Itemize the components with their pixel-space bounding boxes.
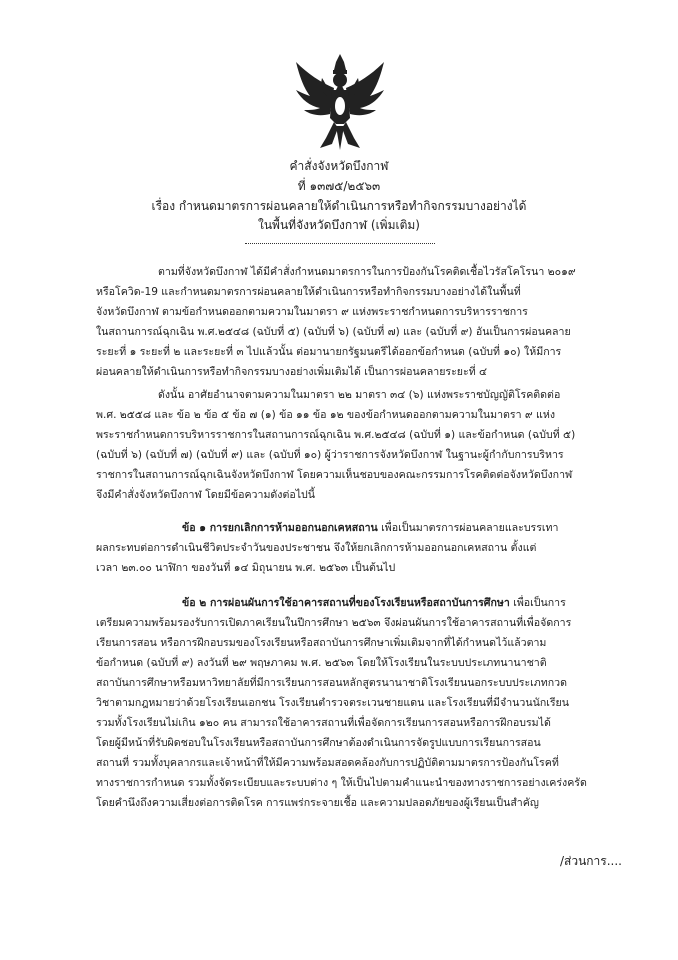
text-line: ข้อกำหนด (ฉบับที่ ๙) ลงวันที่ ๒๙ พฤษภาคม พ.ศ. ๒๕๖๓ โดยให้โรงเรียนในระบบประเภทนานาชาติ	[96, 657, 547, 669]
text-line: วิชาตามกฎหมายว่าด้วยโรงเรียนเอกชน โรงเรียนตำรวจตระเวนชายแดน และโรงเรียนที่มีจำนวนนักเรียน	[96, 697, 570, 709]
text-line: ในสถานการณ์ฉุกเฉิน พ.ศ.๒๕๔๘ (ฉบับที่ ๕) (ฉบับที่ ๖) (ฉบับที่ ๗) และ (ฉบับที่ ๙) อันเป็นการผ่อนคลาย	[96, 326, 571, 338]
garuda-emblem-icon	[290, 52, 390, 152]
text-line: โดยผู้มีหน้าที่รับผิดชอบในโรงเรียนหรือสถาบันการศึกษาต้องดำเนินการจัดรูปแบบการเรียนการสอน	[96, 737, 541, 749]
clause-2-first-text: เพื่อเป็นการ	[509, 597, 566, 609]
text-line: (ฉบับที่ ๖) (ฉบับที่ ๗) (ฉบับที่ ๙) และ (ฉบับที่ ๑๐) ผู้ว่าราชการจังหวัดบึงกาฬ ในฐานะผู้กำกับการบริหาร	[96, 449, 564, 461]
text-line: พ.ศ. ๒๕๕๘ และ ข้อ ๒ ข้อ ๕ ข้อ ๗ (๑) ข้อ ๑๑ ข้อ ๑๒ ของข้อกำหนดออกตามความในมาตรา ๙ แห่ง	[96, 409, 556, 421]
subject-line-1: เรื่อง กำหนดมาตรการผ่อนคลายให้ดำเนินการหรือทำกิจกรรมบางอย่างได้	[151, 199, 527, 213]
text-line: เรียนการสอน หรือการฝึกอบรมของโรงเรียนหรือสถาบันการศึกษาเพิ่มเติมจากที่ได้กำหนดไว้แล้วตาม	[96, 637, 547, 649]
text-line: ระยะที่ ๑ ระยะที่ ๒ และระยะที่ ๓ ไปแล้วนั้น ต่อมานายกรัฐมนตรีได้ออกข้อกำหนด (ฉบับที่ ๑๐) ให้มีการ	[96, 346, 562, 358]
clause-1-heading: ข้อ ๑ การยกเลิกการห้ามออกนอกเคหสถาน	[182, 522, 378, 534]
text-line: จึงมีคำสั่งจังหวัดบึงกาฬ โดยมีข้อความดังต่อไปนี้	[96, 489, 316, 501]
text-line: หรือโควิด-19 และกำหนดมาตรการผ่อนคลายให้ดำเนินการหรือทำกิจกรรมบางอย่างได้ในพื้นที่	[96, 286, 521, 298]
subject-line-2: ในพื้นที่จังหวัดบึงกาฬ (เพิ่มเติม)	[257, 218, 420, 232]
text-line: เตรียมความพร้อมรองรับการเปิดภาคเรียนในปีการศึกษา ๒๕๖๓ จึงผ่อนผันการใช้อาคารสถานที่เพื่อจัดการ	[96, 617, 572, 629]
text-line: ดังนั้น อาศัยอำนาจตามความในมาตรา ๒๒ มาตรา ๓๔ (๖) แห่งพระราชบัญญัติโรคติดต่อ	[158, 389, 561, 401]
text-line: ผลกระทบต่อการดำเนินชีวิตประจำวันของประชาชน จึงให้ยกเลิกการห้ามออกนอกเคหสถาน ตั้งแต่	[96, 542, 537, 554]
clause-2	[96, 593, 648, 813]
clause-1	[96, 518, 648, 578]
text-line: ผ่อนคลายให้ดำเนินการหรือทำกิจกรรมบางอย่างเพิ่มเติมได้ เป็นการผ่อนคลายระยะที่ ๔	[96, 366, 488, 378]
order-number: ที่ ๑๓๗๕/๒๕๖๓	[297, 179, 381, 193]
paragraph-authority	[96, 385, 648, 505]
text-line: สถานที่ รวมทั้งบุคลากรและเจ้าหน้าที่ให้มีความพร้อมสอดคล้องกับการปฏิบัติตามมาตรการป้องกันโรคที่	[96, 757, 559, 769]
text-line: ตามที่จังหวัดบึงกาฬ ได้มีคำสั่งกำหนดมาตรการในการป้องกันโรคติดเชื้อไวรัสโคโรนา ๒๐๑๙	[158, 266, 576, 278]
order-title: คำสั่งจังหวัดบึงกาฬ	[289, 159, 389, 173]
text-line: ทางราชการกำหนด รวมทั้งจัดระเบียบและระบบต่าง ๆ ให้เป็นไปตามคำแนะนำของทางราชการอย่างเคร่งครัด	[96, 777, 587, 789]
text-line: เวลา ๒๓.๐๐ นาฬิกา ของวันที่ ๑๔ มิถุนายน พ.ศ. ๒๕๖๓ เป็นต้นไป	[96, 562, 396, 574]
text-line: สถาบันการศึกษาหรือมหาวิทยาลัยที่มีการเรียนการสอนหลักสูตรนานาชาติโรงเรียนนอกระบบประเภทกวด	[96, 677, 567, 689]
page-continuation: /ส่วนการ....	[559, 854, 622, 868]
text-line: รวมทั้งโรงเรียนไม่เกิน ๑๒๐ คน สามารถใช้อาคารสถานที่เพื่อจัดการเรียนการสอนหรือการฝึกอบรมได้	[96, 717, 551, 729]
text-line: พระราชกำหนดการบริหารราชการในสถานการณ์ฉุกเฉิน พ.ศ.๒๕๔๘ (ฉบับที่ ๑) และข้อกำหนด (ฉบับที่ ๕)	[96, 429, 576, 441]
text-line: ราชการในสถานการณ์ฉุกเฉินจังหวัดบึงกาฬ โดยความเห็นชอบของคณะกรรมการโรคติดต่อจังหวัดบึงกาฬ	[96, 469, 573, 481]
clause-1-first-text: เพื่อเป็นมาตรการผ่อนคลายและบรรเทา	[377, 522, 559, 534]
clause-2-heading: ข้อ ๒ การผ่อนผันการใช้อาคารสถานที่ของโรงเรียนหรือสถาบันการศึกษา	[182, 597, 510, 609]
clause-1-first-line	[96, 518, 648, 538]
separator-line	[245, 243, 435, 244]
paragraph-background	[96, 262, 648, 382]
text-line: โดยคำนึงถึงความเสี่ยงต่อการติดโรค การแพร่กระจายเชื้อ และความปลอดภัยของผู้เรียนเป็นสำคัญ	[96, 797, 539, 809]
text-line: จังหวัดบึงกาฬ ตามข้อกำหนดออกตามความในมาตรา ๙ แห่งพระราชกำหนดการบริหารราชการ	[96, 306, 528, 318]
clause-2-first-line	[96, 593, 648, 613]
